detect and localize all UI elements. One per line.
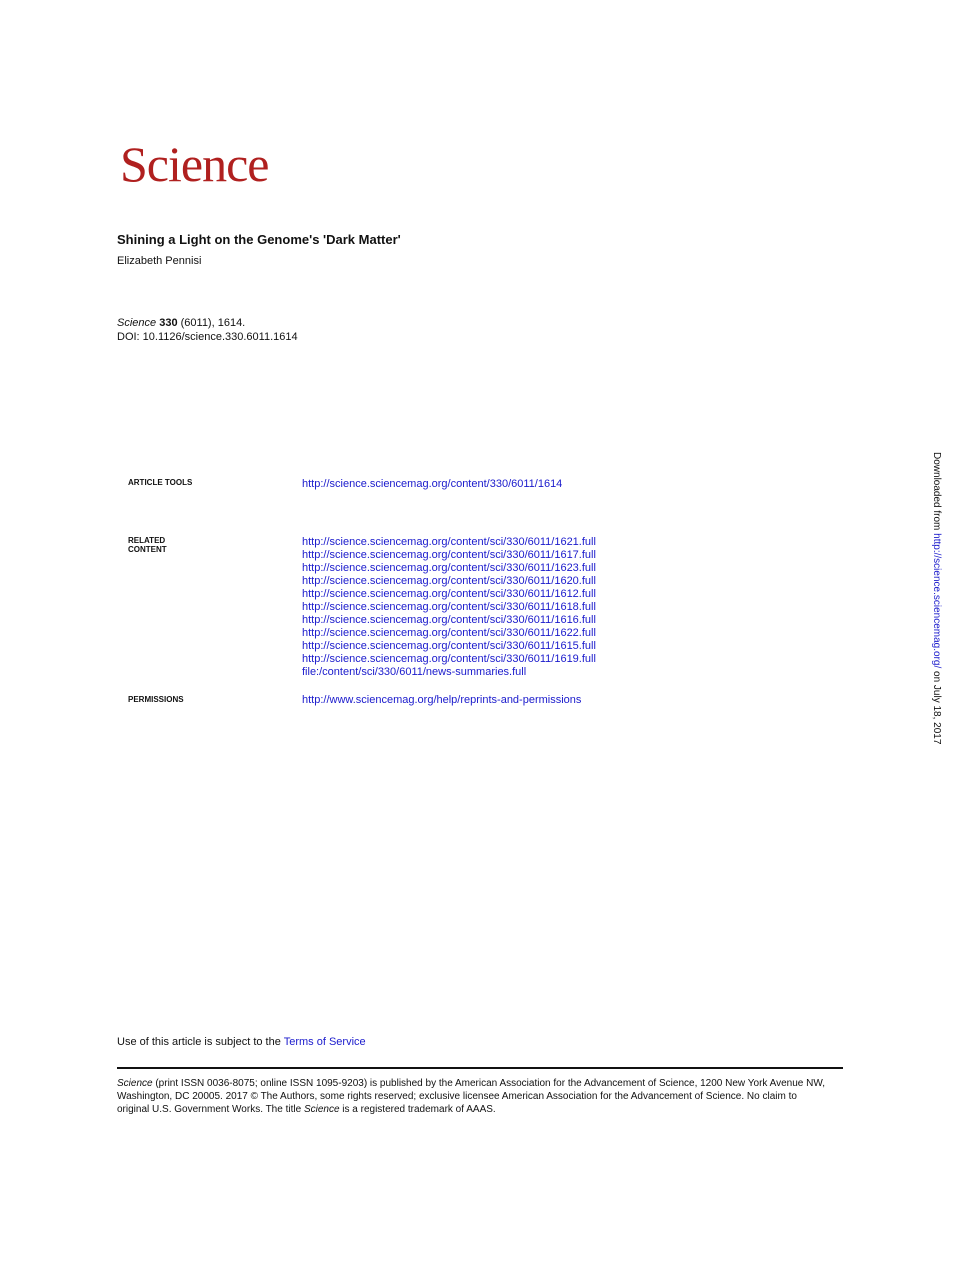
terms-of-service-link[interactable]: Terms of Service — [283, 1036, 366, 1048]
science-logo: Science — [120, 136, 269, 192]
terms-prefix: Use of this article is subject to the — [117, 1036, 284, 1048]
download-link[interactable]: http://science.sciencemag.org/ — [931, 533, 942, 669]
citation-volume: 330 — [159, 317, 178, 329]
related-link[interactable]: http://science.sciencemag.org/content/sci/330/6011/1612.full — [302, 588, 596, 600]
footer-journal-2: Science — [303, 1104, 340, 1115]
related-link[interactable]: http://science.sciencemag.org/content/sci/330/6011/1617.full — [302, 549, 596, 561]
related-link[interactable]: http://science.sciencemag.org/content/sci/330/6011/1619.full — [302, 653, 596, 665]
related-link[interactable]: http://science.sciencemag.org/content/sci/330/6011/1616.full — [302, 614, 596, 626]
related-content-label-line1: RELATED — [128, 536, 166, 545]
related-content-label-line2: CONTENT — [128, 545, 167, 554]
related-link[interactable]: file:/content/sci/330/6011/news-summaries.full — [302, 666, 527, 678]
citation-rest: (6011), 1614. — [177, 317, 246, 329]
download-suffix: on July 18, 2017 — [931, 668, 942, 745]
download-sidebar — [926, 452, 946, 832]
footer-divider — [117, 1067, 843, 1069]
related-link[interactable]: http://science.sciencemag.org/content/sci/330/6011/1618.full — [302, 601, 596, 613]
citation-doi: DOI: 10.1126/science.330.6011.1614 — [117, 331, 298, 343]
related-content-label — [128, 536, 248, 554]
download-notice — [930, 452, 942, 744]
related-link[interactable]: http://science.sciencemag.org/content/sci/330/6011/1620.full — [302, 575, 596, 587]
related-link[interactable]: http://science.sciencemag.org/content/sci/330/6011/1622.full — [302, 627, 596, 639]
article-tools-link[interactable]: http://science.sciencemag.org/content/330/6011/1614 — [302, 478, 563, 490]
related-link[interactable]: http://science.sciencemag.org/content/sci/330/6011/1623.full — [302, 562, 596, 574]
permissions-link[interactable]: http://www.sciencemag.org/help/reprints-and-permissions — [302, 694, 582, 706]
article-tools-label: ARTICLE TOOLS — [128, 478, 193, 487]
citation-line — [117, 316, 298, 330]
article-author: Elizabeth Pennisi — [117, 255, 202, 267]
footer-text-1: (print ISSN 0036-8075; online ISSN 1095-9203) is published by the American Association for the Advancement of Science, 1200 New York Avenue NW, Washington, DC 20005. 2017 © The Authors, some rights reserved; exclusive licensee American Association for the Advancement of Science. No claim to original U.S. Government Works. The title — [117, 1078, 826, 1115]
copyright-footer — [117, 1077, 827, 1116]
related-link[interactable]: http://science.sciencemag.org/content/sci/330/6011/1621.full — [302, 536, 596, 548]
article-title: Shining a Light on the Genome's 'Dark Matter' — [117, 232, 401, 247]
article-tools-links — [302, 478, 562, 491]
related-link[interactable]: http://science.sciencemag.org/content/sci/330/6011/1615.full — [302, 640, 596, 652]
permissions-links — [302, 694, 581, 707]
related-content-links — [302, 536, 596, 679]
download-prefix: Downloaded from — [931, 452, 942, 534]
citation-journal: Science — [117, 317, 157, 329]
footer-text-2: is a registered trademark of AAAS. — [339, 1104, 496, 1115]
footer-journal: Science — [117, 1078, 153, 1089]
citation-block — [117, 316, 298, 344]
terms-notice — [117, 1035, 366, 1049]
permissions-label: PERMISSIONS — [128, 695, 184, 704]
